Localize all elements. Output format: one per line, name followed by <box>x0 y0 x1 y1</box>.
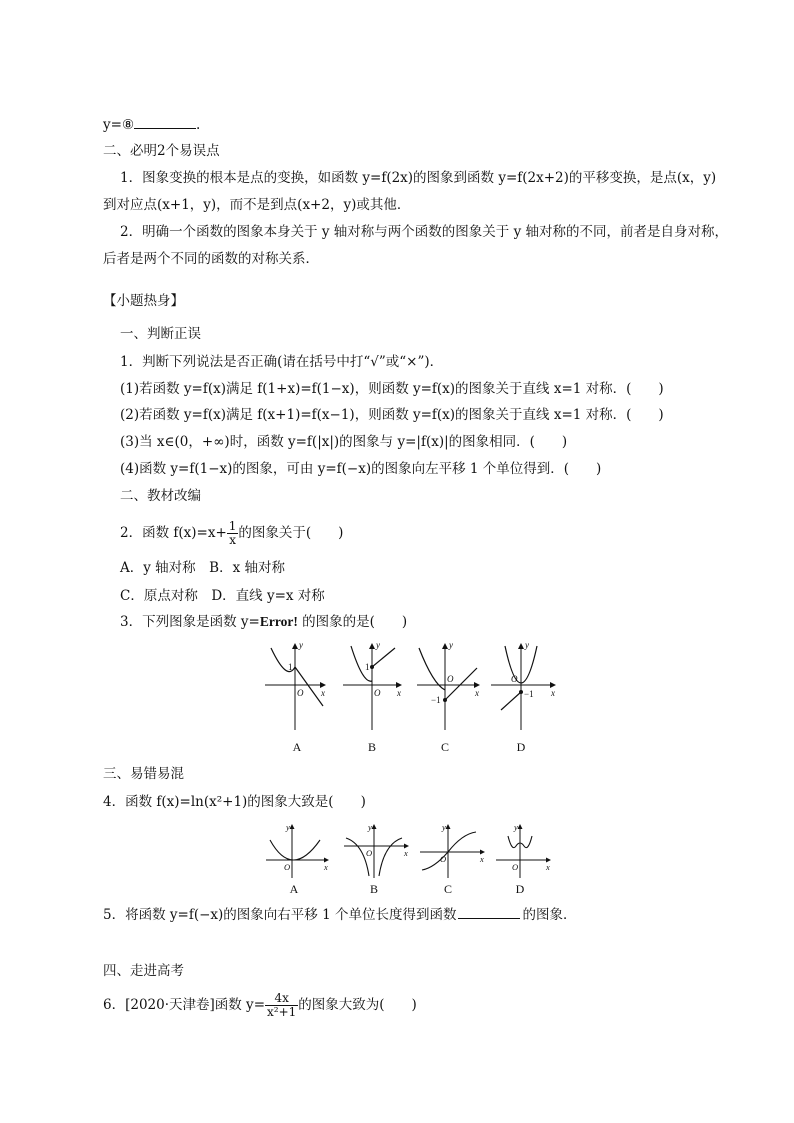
question-1-item-1: (1)若函数 y=f(x)满足 f(1+x)=f(1−x)，则函数 y=f(x)的图象关于直线 x=1 对称．( ) <box>120 381 664 397</box>
axis-label-y: y <box>514 822 518 832</box>
tick-label-minus-1: −1 <box>524 689 534 699</box>
section-heading: 三、易错易混 <box>103 766 184 782</box>
origin-label: O <box>511 674 518 684</box>
question-1-item-3: (3)当 x∈(0，+∞)时，函数 y=f(|x|)的图象与 y=|f(x)|的图象相同．( ) <box>120 434 568 450</box>
graph-b-caption: B <box>367 740 376 754</box>
paragraph-1-line2: 到对应点(x+1，y)，而不是到点(x+2，y)或其他． <box>103 197 411 213</box>
graph-d[interactable] <box>496 822 550 878</box>
answer-blank-5[interactable] <box>458 905 520 919</box>
graph-b-caption: B <box>369 882 378 896</box>
section-heading: 二、教材改编 <box>120 488 201 504</box>
axis-label-y: y <box>299 640 303 650</box>
axis-label-y: y <box>442 822 446 832</box>
graph-d-caption: D <box>516 740 526 754</box>
graph-a[interactable] <box>265 640 325 730</box>
graph-a-caption: A <box>292 740 302 754</box>
graph-b[interactable] <box>343 640 401 730</box>
axis-label-x: x <box>480 854 484 864</box>
question-3: 3．下列图象是函数 y=Error! 的图象的是( ) <box>120 614 408 630</box>
eq-8-line: y=⑧ . <box>103 117 201 133</box>
axis-label-x: x <box>551 688 555 698</box>
tick-label-minus-1: −1 <box>431 695 441 705</box>
fraction-1-over-x: $\frac{1}{x}$ <box>228 519 237 547</box>
graph-b[interactable] <box>344 822 408 878</box>
origin-label: O <box>512 862 519 872</box>
origin-label: O <box>447 674 454 684</box>
paragraph-2-line1: 2．明确一个函数的图象本身关于 y 轴对称与两个函数的图象关于 y 轴对称的不同，前者是自身对称， <box>120 224 729 240</box>
section-heading: 二、必明2个易误点 <box>103 143 220 159</box>
paragraph-1-line1: 1．图象变换的根本是点的变换，如函数 y=f(2x)的图象到函数 y=f(2x+2)的平移变换，是点(x，y) <box>120 170 717 186</box>
graph-c[interactable] <box>417 640 479 730</box>
axis-label-x: x <box>324 862 328 872</box>
origin-label: O <box>440 854 447 864</box>
axis-label-y: y <box>525 640 529 650</box>
tick-label-1: 1 <box>365 662 370 672</box>
origin-label: O <box>284 862 291 872</box>
axis-label-y: y <box>449 640 453 650</box>
origin-label: O <box>366 848 373 858</box>
question-6: 6．[2020·天津卷]函数 y= $\frac{4x}{\text{x²+1}}$ 的图象大致为( ) <box>103 991 417 1019</box>
paragraph-2-line2: 后者是两个不同的函数的对称关系． <box>103 251 319 267</box>
section-heading: 一、判断正误 <box>120 326 201 342</box>
question-3-graphs <box>255 638 565 734</box>
fraction-4x-over-x2-plus-1: $\frac{4x}{\text{x²+1}}$ <box>267 991 297 1019</box>
axis-label-y: y <box>286 822 290 832</box>
axis-label-x: x <box>321 688 325 698</box>
answer-blank-8[interactable] <box>134 115 196 129</box>
question-1-item-2: (2)若函数 y=f(x)满足 f(x+1)=f(x−1)，则函数 y=f(x)的图象关于直线 x=1 对称．( ) <box>120 407 664 423</box>
tick-label-1: 1 <box>288 662 293 672</box>
origin-label: O <box>374 688 381 698</box>
question-1-item-4: (4)函数 y=f(1−x)的图象，可由 y=f(−x)的图象向左平移 1 个单位得到．( ) <box>120 461 602 477</box>
question-2-options-ab: A．y 轴对称 B．x 轴对称 <box>120 560 285 576</box>
question-4: 4．函数 f(x)=ln(x²+1)的图象大致是( ) <box>103 794 366 810</box>
axis-label-y: y <box>376 640 380 650</box>
question-2-options-cd: C．原点对称 D．直线 y=x 对称 <box>120 588 325 604</box>
graph-c-caption: C <box>440 740 449 754</box>
axis-label-x: x <box>546 862 550 872</box>
graph-a-caption: A <box>289 882 299 896</box>
graph-d-caption: D <box>515 882 525 896</box>
question-5: 5．将函数 y=f(−x)的图象向右平移 1 个单位长度得到函数 的图象． <box>103 907 577 923</box>
section-heading: 四、走进高考 <box>103 963 184 979</box>
axis-label-x: x <box>397 688 401 698</box>
axis-label-x: x <box>404 848 408 858</box>
graph-c[interactable] <box>420 822 484 878</box>
graph-c-caption: C <box>443 882 452 896</box>
graph-d[interactable] <box>491 640 555 730</box>
question-2: 2．函数 f(x)=x+ $\frac{1}{x}$ 的图象关于( ) <box>120 519 344 547</box>
question-1: 1．判断下列说法是否正确(请在括号中打“√”或“×”)． <box>120 354 444 370</box>
warmup-heading: 【小题热身】 <box>103 293 184 309</box>
origin-label: O <box>297 688 304 698</box>
axis-label-x: x <box>475 688 479 698</box>
question-4-graphs <box>262 822 552 880</box>
axis-label-y: y <box>368 822 372 832</box>
graph-a[interactable] <box>266 822 328 878</box>
